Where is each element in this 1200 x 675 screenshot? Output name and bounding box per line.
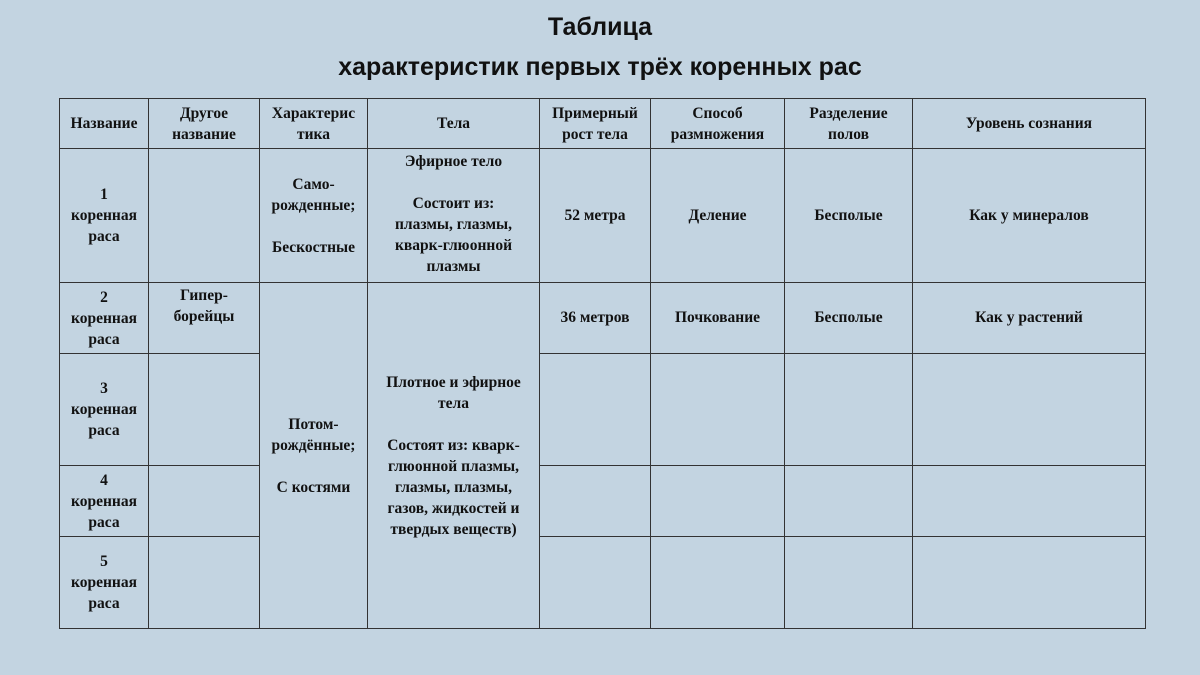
row5-other-name	[149, 537, 260, 629]
row3-height	[540, 354, 651, 466]
row4-other-name	[149, 466, 260, 537]
table-row	[60, 149, 1146, 283]
table-header-row	[60, 99, 1146, 149]
header-other-name: Другое название	[149, 99, 260, 149]
row4-reproduction	[651, 466, 785, 537]
row1-bodies: Эфирное тело Состоит из: плазмы, глазмы, кварк-глюонной плазмы	[368, 149, 540, 283]
row4-sex	[785, 466, 913, 537]
table-row	[60, 354, 1146, 466]
row2-other-name: Гипер- борейцы	[149, 283, 260, 354]
header-name: Название	[60, 99, 149, 149]
row3-reproduction	[651, 354, 785, 466]
row4-consciousness	[913, 466, 1146, 537]
row2-height: 36 метров	[540, 283, 651, 354]
table-row	[60, 466, 1146, 537]
row2-reproduction: Почкование	[651, 283, 785, 354]
rows2-5-bodies: Плотное и эфирное тела Состоят из: кварк- глюонной плазмы, глазмы, плазмы, газов, жидкостей и твердых веществ)	[368, 283, 540, 629]
row2-sex: Бесполые	[785, 283, 913, 354]
header-height: Примерный рост тела	[540, 99, 651, 149]
row2-consciousness: Как у растений	[913, 283, 1146, 354]
row5-consciousness	[913, 537, 1146, 629]
header-characteristic: Характерис тика	[260, 99, 368, 149]
row3-other-name	[149, 354, 260, 466]
page-title: Таблица	[547, 13, 653, 41]
row4-height	[540, 466, 651, 537]
row1-height: 52 метра	[540, 149, 651, 283]
rows2-5-characteristic: Потом- рождённые; С костями	[260, 283, 368, 629]
row1-sex: Бесполые	[785, 149, 913, 283]
table-row	[60, 537, 1146, 629]
row5-height	[540, 537, 651, 629]
header-reproduction: Способ размножения	[651, 99, 785, 149]
row1-name: 1 коренная раса	[60, 149, 149, 283]
table-row	[60, 283, 1146, 354]
header-consciousness: Уровень сознания	[913, 99, 1146, 149]
row5-reproduction	[651, 537, 785, 629]
row5-sex	[785, 537, 913, 629]
row3-consciousness	[913, 354, 1146, 466]
row1-reproduction: Деление	[651, 149, 785, 283]
row1-characteristic: Само- рожденные; Бескостные	[260, 149, 368, 283]
row1-consciousness: Как у минералов	[913, 149, 1146, 283]
page-subtitle: характеристик первых трёх коренных рас	[338, 53, 862, 81]
row3-sex	[785, 354, 913, 466]
row2-name: 2 коренная раса	[60, 283, 149, 354]
races-table	[59, 98, 1146, 629]
row4-name: 4 коренная раса	[60, 466, 149, 537]
row1-other-name	[149, 149, 260, 283]
row3-name: 3 коренная раса	[60, 354, 149, 466]
header-bodies: Тела	[368, 99, 540, 149]
header-sex: Разделение полов	[785, 99, 913, 149]
row5-name: 5 коренная раса	[60, 537, 149, 629]
